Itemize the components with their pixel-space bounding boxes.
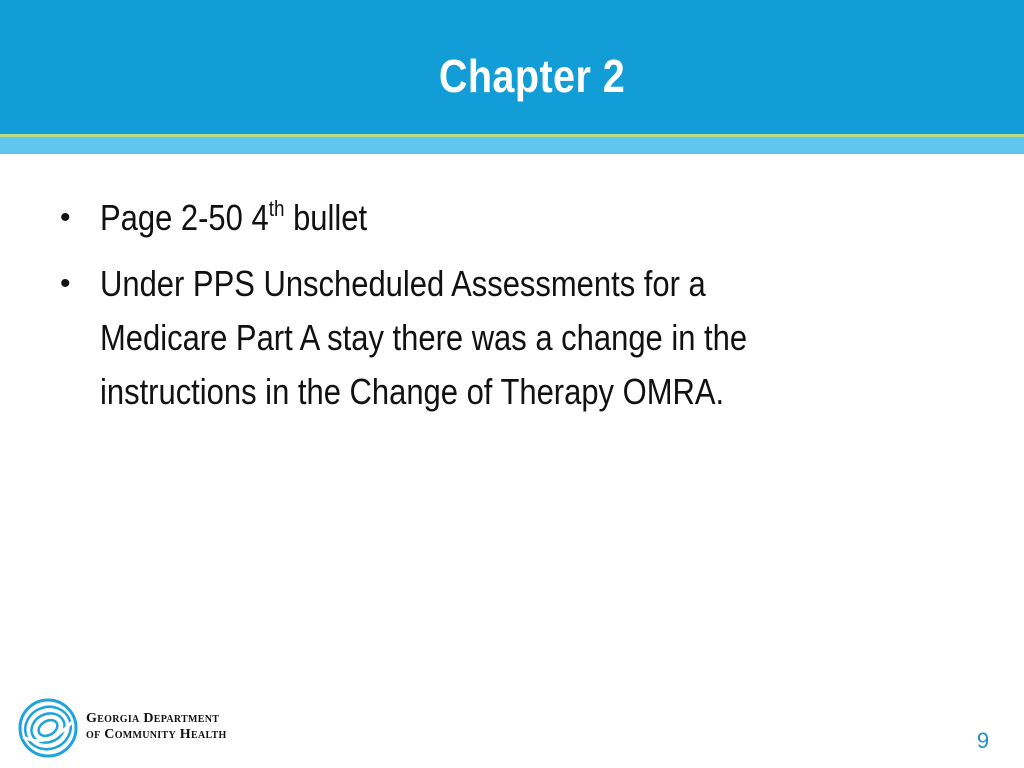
title-bar-light-band	[0, 137, 1024, 154]
organization-name	[86, 711, 227, 743]
bullet-2-line-2: Medicare Part A stay there was a change in the	[100, 317, 748, 358]
bullet-2-line-3: instructions in the Change of Therapy OMRA.	[100, 371, 725, 412]
bullet-item-2	[58, 257, 958, 419]
superscript: th	[268, 196, 285, 221]
bullet-dot-icon: •	[60, 201, 71, 234]
concentric-rings-logo-icon	[17, 697, 79, 759]
org-name-line-2: of Community Health	[86, 727, 227, 742]
page-number: 9	[976, 728, 990, 753]
bullet-list	[58, 191, 958, 431]
org-name-line-1: Georgia Department	[86, 711, 220, 726]
bullet-dot-icon: •	[60, 267, 71, 300]
slide-title: Chapter 2	[438, 50, 626, 102]
bullet-2-line-1: Under PPS Unscheduled Assessments for a	[100, 263, 706, 304]
bullet-1-text: Page 2-50 4th bullet	[100, 196, 368, 238]
bullet-item-1	[58, 191, 958, 245]
